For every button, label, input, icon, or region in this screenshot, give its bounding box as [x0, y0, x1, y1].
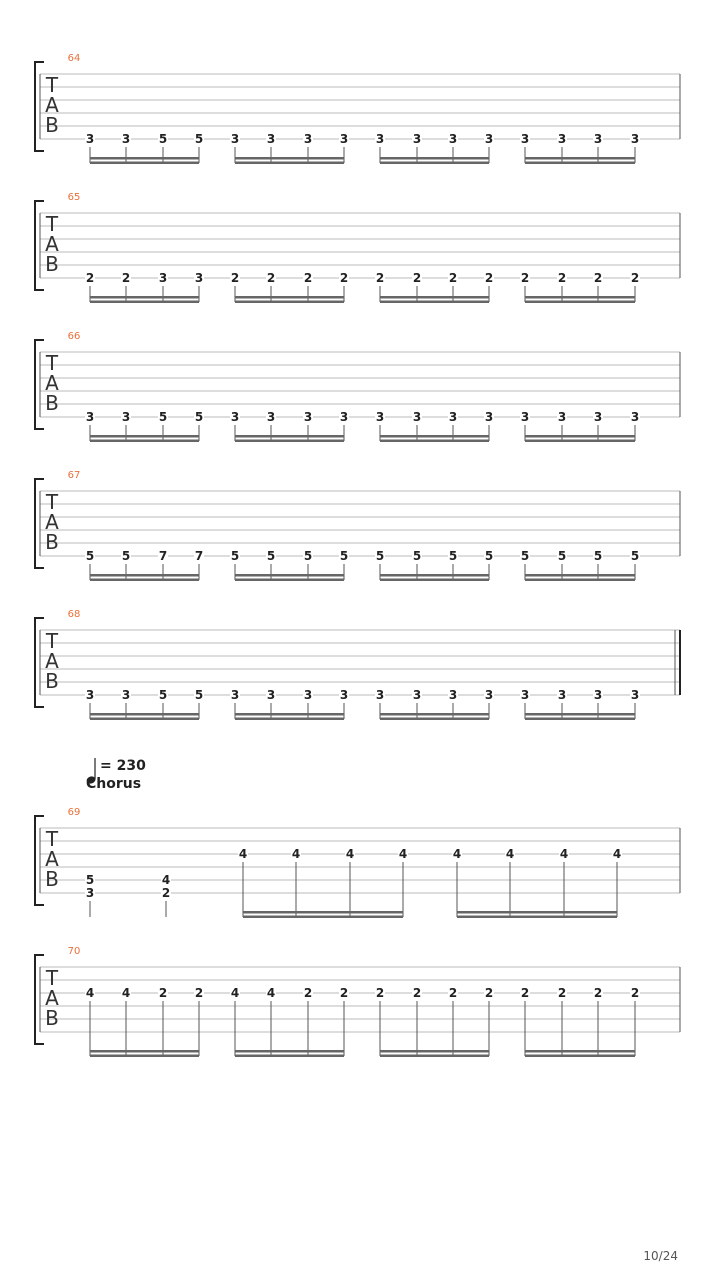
beam	[235, 162, 344, 165]
beam	[380, 301, 489, 304]
fret-number: 3	[412, 410, 422, 424]
fret-number: 3	[339, 688, 349, 702]
tab-clef-b: B	[45, 391, 59, 415]
beam	[235, 579, 344, 582]
fret-number: 3	[121, 410, 131, 424]
fret-number: 2	[484, 986, 494, 1000]
measure-number: 69	[67, 807, 81, 818]
beam	[525, 157, 635, 160]
fret-number: 5	[194, 410, 204, 424]
fret-number: 7	[194, 549, 204, 563]
fret-number: 3	[266, 410, 276, 424]
beam	[525, 713, 635, 716]
beam	[235, 718, 344, 721]
fret-number: 2	[230, 271, 240, 285]
fret-number: 3	[339, 132, 349, 146]
measure-number: 67	[67, 470, 81, 481]
tab-clef-b: B	[45, 1006, 59, 1030]
tab-clef-a: A	[45, 510, 59, 534]
fret-number: 3	[375, 132, 385, 146]
fret-number: 2	[557, 986, 567, 1000]
beam	[90, 1050, 199, 1053]
fret-number: 4	[612, 847, 622, 861]
fret-number: 3	[593, 688, 603, 702]
tab-clef-b: B	[45, 530, 59, 554]
measure-number: 68	[67, 609, 81, 620]
fret-number: 3	[121, 688, 131, 702]
fret-number: 2	[121, 271, 131, 285]
fret-number: 3	[484, 132, 494, 146]
fret-number: 3	[630, 132, 640, 146]
fret-number: 4	[266, 986, 276, 1000]
beam	[243, 911, 403, 914]
tab-system-66	[35, 331, 680, 442]
tab-clef-a: A	[45, 93, 59, 117]
fret-number: 2	[630, 271, 640, 285]
fret-number: 5	[158, 132, 168, 146]
beam	[457, 911, 617, 914]
fret-number: 2	[593, 986, 603, 1000]
beam	[525, 440, 635, 443]
fret-number: 2	[194, 986, 204, 1000]
beam	[380, 440, 489, 443]
fret-number: 7	[158, 549, 168, 563]
fret-number: 3	[557, 688, 567, 702]
tab-clef-b: B	[45, 669, 59, 693]
tab-system-68	[35, 609, 680, 720]
tab-clef-a: A	[45, 649, 59, 673]
fret-number: 2	[448, 986, 458, 1000]
fret-number: 5	[375, 549, 385, 563]
fret-number: 3	[230, 132, 240, 146]
beam	[457, 916, 617, 919]
fret-number: 3	[266, 132, 276, 146]
measure-number: 64	[67, 53, 81, 64]
beam	[90, 301, 199, 304]
fret-number: 2	[85, 271, 95, 285]
page-number: 10/24	[643, 1249, 678, 1263]
tab-clef-t: T	[45, 629, 59, 653]
fret-number: 3	[85, 410, 95, 424]
fret-number: 2	[303, 271, 313, 285]
fret-number: 3	[448, 132, 458, 146]
fret-number: 2	[448, 271, 458, 285]
tab-clef-a: A	[45, 847, 59, 871]
tab-clef-b: B	[45, 867, 59, 891]
fret-number: 5	[85, 873, 95, 887]
fret-number: 3	[412, 132, 422, 146]
fret-number: 4	[230, 986, 240, 1000]
tab-system-67	[35, 470, 680, 581]
fret-number: 2	[630, 986, 640, 1000]
beam	[525, 435, 635, 438]
beam	[380, 435, 489, 438]
fret-number: 3	[85, 132, 95, 146]
fret-number: 2	[339, 986, 349, 1000]
beam	[90, 574, 199, 577]
fret-number: 5	[630, 549, 640, 563]
beam	[90, 296, 199, 299]
tab-clef-a: A	[45, 371, 59, 395]
fret-number: 3	[630, 688, 640, 702]
tab-clef-a: A	[45, 986, 59, 1010]
beam	[380, 718, 489, 721]
fret-number: 3	[448, 410, 458, 424]
beam	[90, 162, 199, 165]
fret-number: 3	[520, 410, 530, 424]
beam	[235, 713, 344, 716]
fret-number: 3	[375, 688, 385, 702]
fret-number: 5	[194, 132, 204, 146]
beam	[380, 713, 489, 716]
beam	[525, 301, 635, 304]
fret-number: 5	[158, 410, 168, 424]
fret-number: 3	[194, 271, 204, 285]
fret-number: 2	[557, 271, 567, 285]
fret-number: 5	[484, 549, 494, 563]
beam	[380, 157, 489, 160]
beam	[90, 440, 199, 443]
fret-number: 2	[303, 986, 313, 1000]
fret-number: 4	[452, 847, 462, 861]
fret-number: 3	[520, 132, 530, 146]
fret-number: 2	[484, 271, 494, 285]
tab-clef-b: B	[45, 113, 59, 137]
fret-number: 5	[85, 549, 95, 563]
fret-number: 5	[303, 549, 313, 563]
fret-number: 4	[121, 986, 131, 1000]
fret-number: 5	[230, 549, 240, 563]
fret-number: 5	[158, 688, 168, 702]
tab-clef-a: A	[45, 232, 59, 256]
fret-number: 3	[303, 410, 313, 424]
fret-number: 3	[339, 410, 349, 424]
fret-number: 3	[412, 688, 422, 702]
tab-clef-t: T	[45, 490, 59, 514]
beam	[90, 435, 199, 438]
beam	[525, 296, 635, 299]
beam	[235, 1050, 344, 1053]
fret-number: 2	[593, 271, 603, 285]
beam	[525, 1055, 635, 1058]
fret-number: 5	[121, 549, 131, 563]
beam	[235, 435, 344, 438]
fret-number: 3	[630, 410, 640, 424]
fret-number: 4	[559, 847, 569, 861]
tab-clef-t: T	[45, 212, 59, 236]
beam	[380, 574, 489, 577]
beam	[90, 718, 199, 721]
section-label: Chorus	[86, 776, 142, 792]
tab-system-69	[35, 758, 680, 918]
fret-number: 5	[194, 688, 204, 702]
measure-number: 65	[67, 192, 81, 203]
fret-number: 5	[520, 549, 530, 563]
beam	[90, 1055, 199, 1058]
fret-number: 3	[557, 410, 567, 424]
beam	[380, 296, 489, 299]
fret-number: 4	[85, 986, 95, 1000]
fret-number: 4	[398, 847, 408, 861]
fret-number: 5	[412, 549, 422, 563]
fret-number: 3	[303, 132, 313, 146]
beam	[525, 162, 635, 165]
fret-number: 3	[158, 271, 168, 285]
tab-system-64	[35, 53, 680, 164]
tab-system-70	[35, 946, 680, 1057]
fret-number: 4	[238, 847, 248, 861]
fret-number: 5	[266, 549, 276, 563]
fret-number: 3	[85, 886, 95, 900]
beam	[235, 296, 344, 299]
fret-number: 4	[161, 873, 171, 887]
beam	[380, 579, 489, 582]
fret-number: 2	[339, 271, 349, 285]
fret-number: 3	[593, 132, 603, 146]
beam	[380, 162, 489, 165]
beam	[90, 579, 199, 582]
fret-number: 3	[593, 410, 603, 424]
fret-number: 5	[593, 549, 603, 563]
tab-clef-t: T	[45, 351, 59, 375]
fret-number: 2	[412, 986, 422, 1000]
fret-number: 5	[448, 549, 458, 563]
measure-number: 66	[67, 331, 81, 342]
tab-system-65	[35, 192, 680, 303]
beam	[90, 713, 199, 716]
tab-clef-t: T	[45, 966, 59, 990]
fret-number: 2	[520, 271, 530, 285]
fret-number: 4	[291, 847, 301, 861]
fret-number: 3	[230, 688, 240, 702]
fret-number: 3	[557, 132, 567, 146]
beam	[235, 301, 344, 304]
beam	[235, 440, 344, 443]
measure-number: 70	[67, 946, 81, 957]
fret-number: 3	[230, 410, 240, 424]
fret-number: 3	[303, 688, 313, 702]
fret-number: 3	[484, 688, 494, 702]
fret-number: 5	[339, 549, 349, 563]
fret-number: 3	[448, 688, 458, 702]
beam	[235, 1055, 344, 1058]
fret-number: 2	[412, 271, 422, 285]
fret-number: 3	[121, 132, 131, 146]
beam	[525, 579, 635, 582]
beam	[235, 157, 344, 160]
tab-clef-t: T	[45, 827, 59, 851]
tempo-value: = 230	[100, 758, 146, 774]
beam	[525, 574, 635, 577]
fret-number: 2	[161, 886, 171, 900]
tab-clef-b: B	[45, 252, 59, 276]
beam	[235, 574, 344, 577]
fret-number: 3	[266, 688, 276, 702]
fret-number: 4	[505, 847, 515, 861]
fret-number: 4	[345, 847, 355, 861]
fret-number: 3	[484, 410, 494, 424]
fret-number: 3	[375, 410, 385, 424]
fret-number: 2	[266, 271, 276, 285]
fret-number: 2	[375, 271, 385, 285]
beam	[90, 157, 199, 160]
tab-clef-t: T	[45, 73, 59, 97]
fret-number: 2	[520, 986, 530, 1000]
beam	[525, 1050, 635, 1053]
beam	[380, 1050, 489, 1053]
beam	[243, 916, 403, 919]
beam	[525, 718, 635, 721]
fret-number: 2	[375, 986, 385, 1000]
fret-number: 3	[520, 688, 530, 702]
tempo-marking	[86, 758, 147, 792]
fret-number: 2	[158, 986, 168, 1000]
beam	[380, 1055, 489, 1058]
fret-number: 3	[85, 688, 95, 702]
fret-number: 5	[557, 549, 567, 563]
